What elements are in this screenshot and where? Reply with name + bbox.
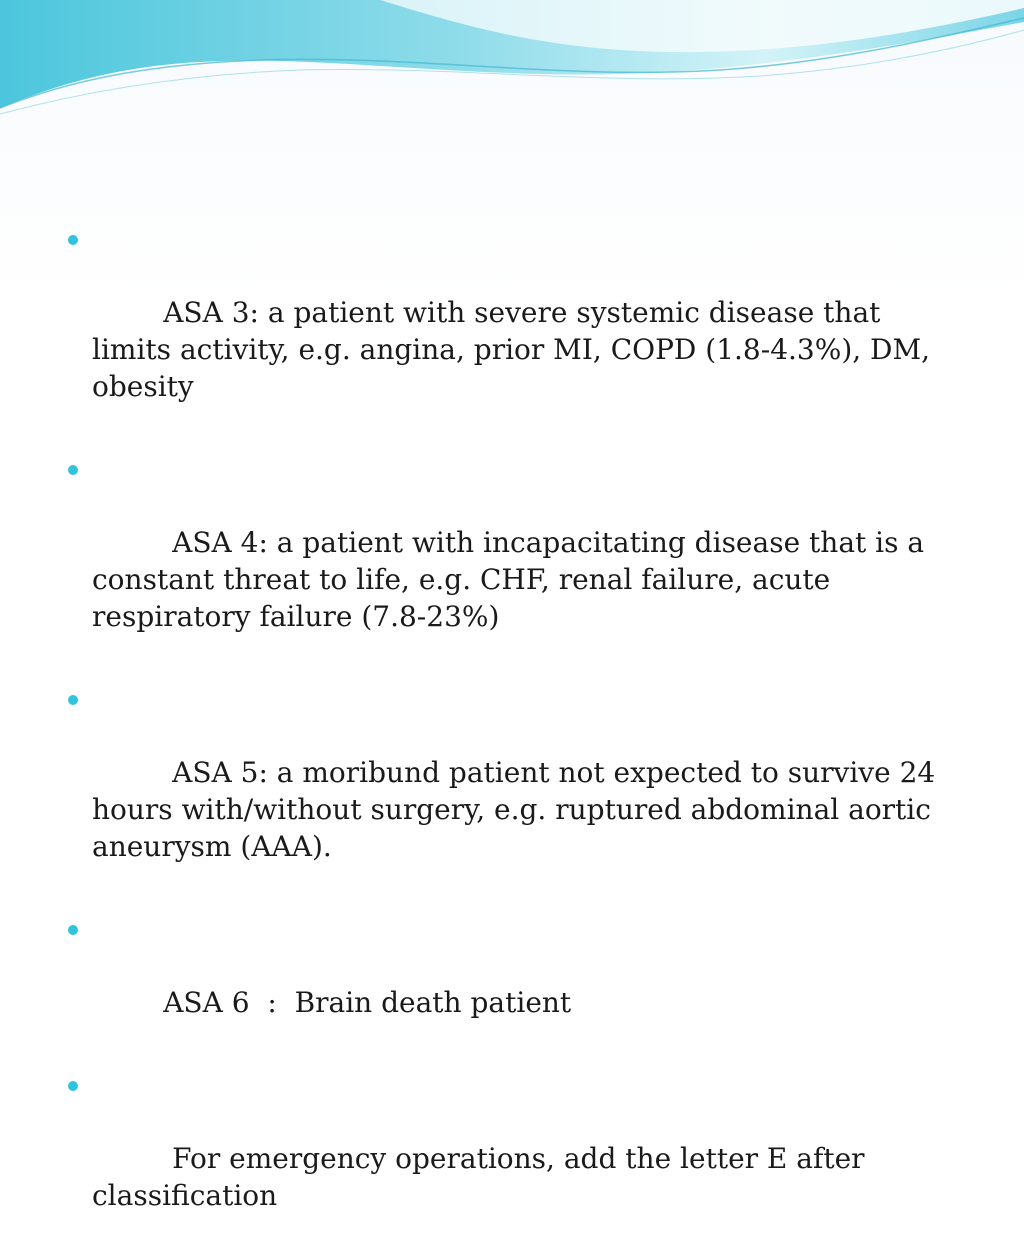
bullet-emergency	[64, 1066, 964, 1251]
bullet-list	[64, 220, 964, 1251]
bullet-text: ASA 5: a moribund patient not expected to survive 24 hours with/without surgery, e.g. ruptured abdominal aortic aneurysm (AAA).	[92, 756, 945, 863]
bullet-asa-4	[64, 450, 964, 672]
bullet-icon	[68, 925, 78, 935]
bullet-icon	[68, 1081, 78, 1091]
bullet-asa-5	[64, 680, 964, 902]
bullet-text: ASA 3: a patient with severe systemic disease that limits activity, e.g. angina, prior MI, COPD (1.8-4.3%), DM, obesity	[92, 296, 939, 403]
content-body	[64, 220, 964, 1259]
bullet-icon	[68, 465, 78, 475]
bullet-asa-6	[64, 910, 964, 1058]
bullet-text: ASA 6 : Brain death patient	[163, 986, 572, 1019]
bullet-icon	[68, 695, 78, 705]
bullet-text: ASA 4: a patient with incapacitating disease that is a constant threat to life, e.g. CHF, renal failure, acute respiratory failure (7.8-23%)	[92, 526, 933, 633]
bullet-icon	[68, 235, 78, 245]
bullet-text: For emergency operations, add the letter E after classification	[92, 1142, 874, 1212]
bullet-asa-3	[64, 220, 964, 442]
header-wave-decoration	[0, 0, 1024, 120]
